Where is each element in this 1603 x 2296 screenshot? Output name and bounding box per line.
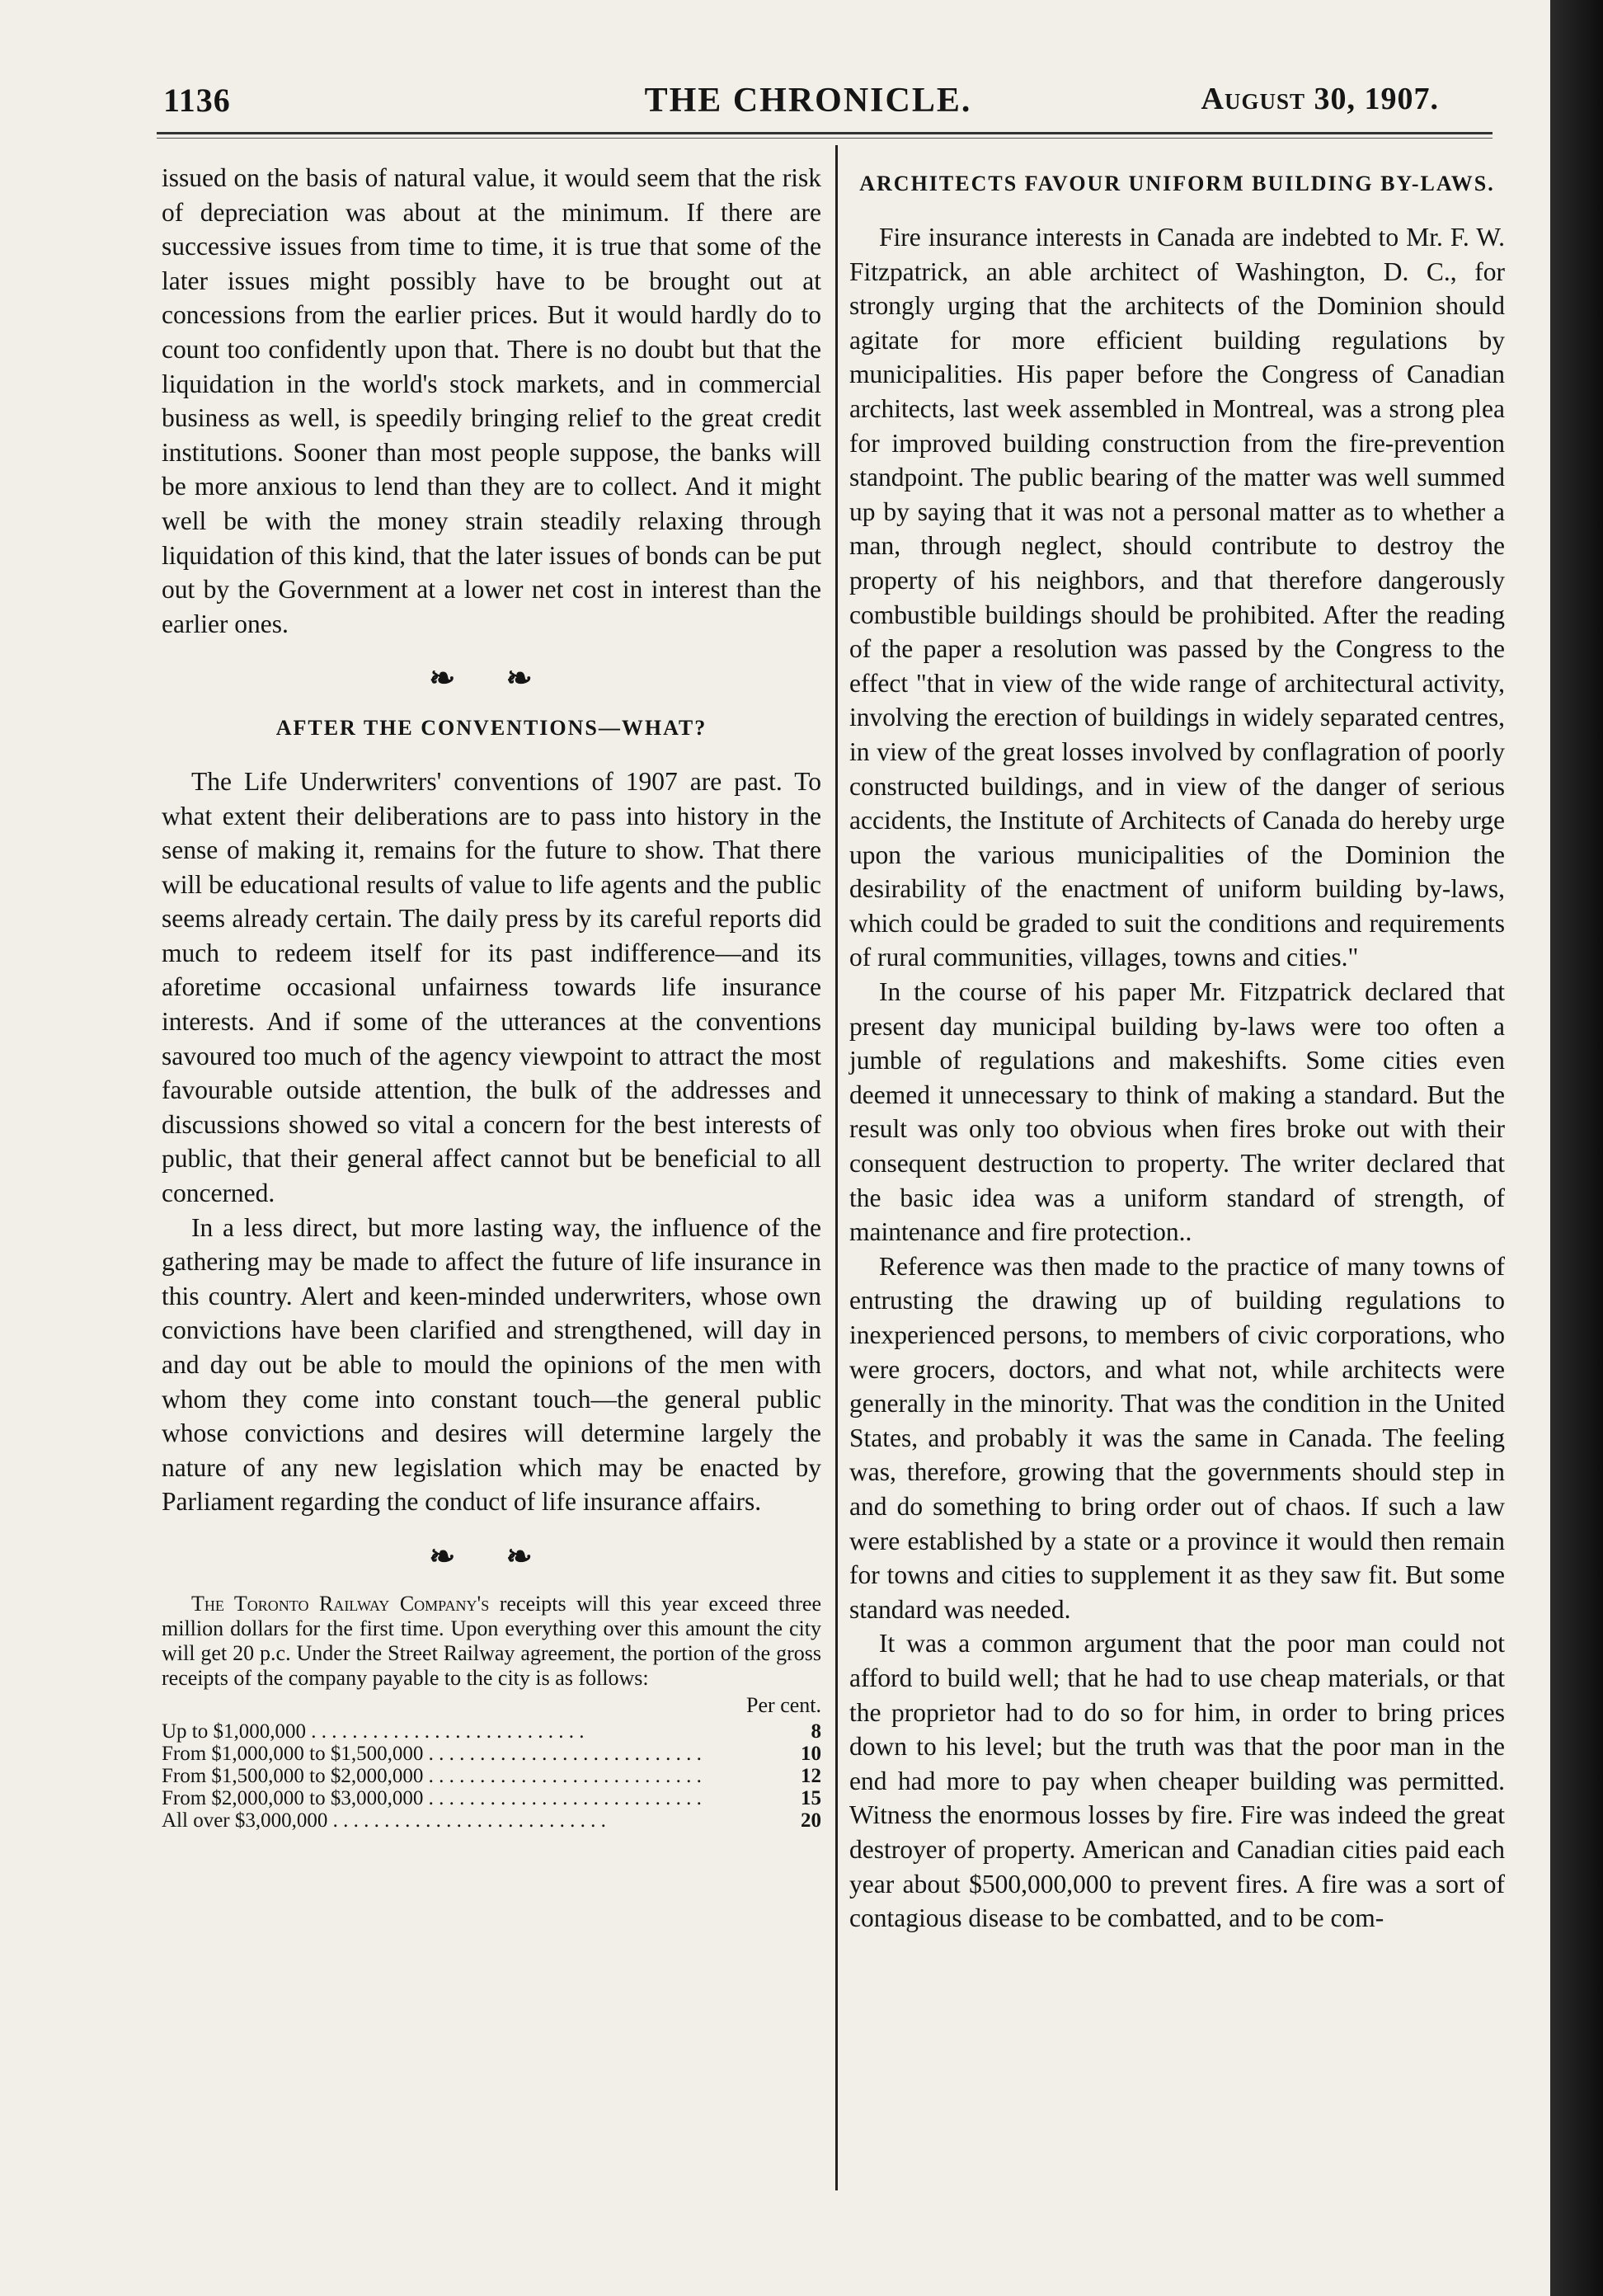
rate-value: 12 [801,1764,821,1787]
rate-label: From $1,500,000 to $2,000,000 . . . . . . . . . . . . . . . . . . . . . . . . . . . [162,1764,702,1787]
article-paragraph: Reference was then made to the practice of many towns of entrusting the drawing up of building regulations to inexperienced persons, to members of civic corporations, who were grocers, doctors, and what not, while architects were generally in the minority. That was the condition in the United States, and probably it was the same in Canada. The feeling was, therefore, growing that the governments should step in and do something to bring order out of chaos. If such a law were established by a state or a province it would then remain for towns and cities to supplement it as they saw fit. But some standard was needed. [849,1251,1505,1624]
company-name: The Toronto Railway Company's [191,1591,490,1616]
rate-value: 20 [801,1809,821,1832]
article-paragraph: It was a common argument that the poor man could not afford to build well; that he had to use cheap materials, or that the proprietor had to do so for him, in order to bring prices down to his level; but the truth was that the poor man in the end had more to pay when cheaper building was permitted. Witness the enormous losses by fire. Fire was indeed the great destroyer of property. American and Canadian cities paid each year about $500,000,000 to prevent fires. A fire was a sort of contagious disease to be combatted, and to be com- [849,1629,1505,1933]
rate-label: From $2,000,000 to $3,000,000 . . . . . . . . . . . . . . . . . . . . . . . . . . . [162,1786,702,1809]
continued-paragraph: issued on the basis of natural value, it would seem that the risk of depreciation was about at the minimum. If there are successive issues from time to time, it is true that some of the later issues might possibly have to be brought out at concessions from the earlier prices. But it would hardly do to count too confidently upon that. There is no doubt but that the liquidation in the world's stock markets, and in commercial business as well, is speedily bringing relief to the great credit institutions. Sooner than most people suppose, the banks will be more anxious to lend than they are to collect. And it might well be with the money strain steadily relaxing through liquidation of this kind, that the later issues of bonds can be put out by the Government at a lower net cost in interest than the earlier ones. [162,163,821,638]
article-heading: AFTER THE CONVENTIONS—WHAT? [275,715,707,740]
rate-row [162,1720,821,1743]
rate-label: All over $3,000,000 . . . . . . . . . . . . . . . . . . . . . . . . . . . [162,1809,606,1832]
rate-value: 10 [801,1742,821,1765]
page-number: 1136 [163,82,231,119]
rate-row [162,1787,821,1809]
rate-row [162,1809,821,1832]
railway-text: receipts will this year exceed three million dollars for the first time. Upon everything over this amount the city will get 20 p.c. Under the Street Railway agreement, the portion of the gross receipts of the company payable to the city is as follows: [162,1591,821,1690]
header-rule [157,132,1493,134]
rate-table [162,1720,821,1832]
rate-label: From $1,000,000 to $1,500,000 . . . . . . . . . . . . . . . . . . . . . . . . . . . [162,1742,702,1765]
header-rule-thin [157,138,1493,139]
article-paragraph: In a less direct, but more lasting way, the influence of the gathering may be made to affect the future of life insurance in this country. Alert and keen-minded underwriters, whose own convictions have been clarified and strengthened, will day in and day out be able to mould the opinions of the men with whom they come into constant touch—the general public whose convictions and desires will determine largely the nature of any new legislation which may be enacted by Parliament regarding the conduct of life insurance affairs. [162,1212,821,1517]
section-ornament: ❧ ❧ [429,661,554,697]
article-paragraph: In the course of his paper Mr. Fitzpatrick declared that present day municipal building by-laws were too often a jumble of regulations and makeshifts. Some cities even deemed it unnecessary to think of making a standard. But the result was only too obvious when fires broke out with their consequent destruction to property. The writer declared that the basic idea was a uniform standard of strength, of maintenance and fire protection.. [849,977,1505,1247]
left-column [162,161,821,1832]
article-paragraph: The Life Underwriters' conventions of 1907 are past. To what extent their deliberations are to pass into history in the sense of making it, remains for the future to show. That there will be educational results of value to life agents and the public seems already certain. The daily press by its careful reports did much to redeem itself for its past indifference—and its aforetime occasional unfairness towards life insurance interests. And if some of the utterances at the conventions savoured too much of the agency viewpoint to attract the most favourable outside attention, the bulk of the addresses and discussions showed so vital a concern for the best interests of public, that their general affect cannot but be beneficial to all concerned. [162,766,821,1208]
right-column [849,161,1505,1936]
section-ornament: ❧ ❧ [429,1539,554,1574]
rate-table-header: Per cent. [746,1692,821,1717]
column-divider [835,145,838,2190]
article-heading: ARCHITECTS FAVOUR UNIFORM BUILDING BY-LAWS. [859,172,1495,195]
railway-paragraph [162,1592,821,1691]
rate-row [162,1765,821,1787]
rate-row [162,1743,821,1765]
issue-date: August 30, 1907. [1201,82,1439,116]
page-edge [1550,0,1603,2296]
rate-label: Up to $1,000,000 . . . . . . . . . . . . . . . . . . . . . . . . . . . [162,1720,585,1743]
publication-title: THE CHRONICLE. [644,82,972,120]
rate-value: 15 [801,1786,821,1809]
article-paragraph: Fire insurance interests in Canada are indebted to Mr. F. W. Fitzpatrick, an able architect of Washington, D. C., for strongly urging that the architects of the Dominion should agitate for more efficient building regulations by municipalities. His paper before the Congress of Canadian architects, last week assembled in Montreal, was a strong plea for improved building construction from the fire-prevention standpoint. The public bearing of the matter was well summed up by saying that it was not a personal matter as to whether a man, through neglect, should contribute to destroy the property of his neighbors, and that therefore dangerously combustible buildings should be prohibited. After the reading of the paper a resolution was passed by the Congress to the effect "that in view of the wide range of architectural activity, involving the erection of buildings in widely separated centres, in view of the great losses involved by conflagration of poorly constructed buildings, and in view of the danger of serious accidents, the Institute of Architects of Canada do hereby urge upon the various municipalities of the Dominion the desirability of the enactment of uniform building by-laws, which could be graded to suit the conditions and requirements of rural communities, villages, towns and cities." [849,223,1505,972]
rate-value: 8 [811,1720,821,1743]
